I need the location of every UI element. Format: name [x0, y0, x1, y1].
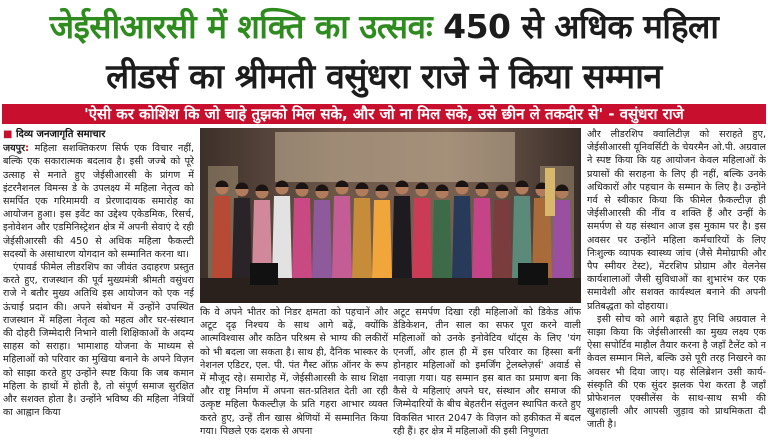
- person-body: [452, 196, 472, 278]
- person-body: [472, 198, 492, 278]
- person-body: [492, 200, 512, 278]
- article-paragraph: इसी सोच को आगे बढ़ाते हुए निधि अग्रवाल ने साझा किया कि जेईसीआरसी का मुख्य लक्ष्य एक ऐसा सपोर्टिव माहौल तैयार करना है जहाँ टैलेंट को न केवल सम्मान मिले, बल्कि उसे पूरी तरह निखरने का अवसर भी दिया जाए। यह सेलिब्रेशन उसी कार्य-संस्कृति की एक सुंदर झलक पेश करता है जहाँ प्रोफेशनल एक्सीलेंस के साथ-साथ सभी की खुशहाली और आपसी जुड़ाव को प्राथमिकता दी जाती है।: [587, 313, 766, 431]
- group-photo-image: [200, 128, 581, 303]
- person-body: [352, 198, 372, 278]
- article-paragraph: [3, 142, 194, 261]
- person-body: [292, 198, 312, 278]
- headline-rest: 450 से अधिक महिला: [443, 7, 719, 46]
- headline-line-2: लीडर्स का श्रीमती वसुंधरा राजे ने किया सम्मान: [106, 57, 662, 97]
- person-body: [432, 200, 452, 278]
- person-body: [372, 200, 392, 278]
- person-body: [312, 200, 332, 278]
- person-body: [412, 198, 432, 278]
- article-column-4: [587, 128, 766, 444]
- byline: [3, 128, 194, 141]
- quote-banner: 'ऐसी कर कोशिश कि जो चाहे तुझको मिल सके, और जो ना मिल सके, उसे छीन ले तकदीर से' - वसुंधरा राजे: [2, 104, 766, 124]
- article-column-2: [200, 306, 388, 444]
- speaker-right: [518, 263, 548, 285]
- dateline-city: जयपुर: [3, 143, 26, 155]
- paragraph-text: महिला सशक्तिकरण सिर्फ एक विचार नहीं, बल्कि एक सकारात्मक बदलाव है। इसी जज्बे को पूरे उत्साह से मनाते हुए जेईसीआरसी के प्रांगण में इंटरनैशनल विमन्स डे के उपलक्ष्य में महिला नेतृत्व को समर्पित एक गरिमामयी व प्रेरणादायक समारोह का आयोजन हुआ। इस इवेंट का उद्देश्य एकेडमिक, रिसर्च, इनोवेशन और एडमिनिस्ट्रेशन क्षेत्र में अपनी सेवाएं दे रही जेईसीआरसी की 450 से अधिक महिला फैकल्टी सदस्यों के असाधारण योगदान को सम्मानित करना था।: [3, 143, 194, 260]
- person-body: [212, 196, 232, 278]
- person-body: [392, 196, 412, 278]
- headline-line-1: [0, 2, 768, 52]
- article-column-1: [3, 128, 194, 444]
- article-paragraph: और लीडरशिप क्वालिटीज़ को सराहते हुए, जेईसीआरसी यूनिवर्सिटी के चेयरमैन ओ.पी. अग्रवाल ने स्पष्ट किया कि यह आयोजन केवल महिलाओं के प्रयासों की सराहना के लिए ही नहीं, बल्कि उनके अधिकारों और पहचान के सम्मान के लिए है। उन्होंने गर्व से स्वीकार किया कि फीमेल फ़ैकल्टीज़ ही जेईसीआरसी की नींव व शक्ति हैं और उन्हीं के समर्पण से यह संस्थान आज इस मुकाम पर है। इस अवसर पर उन्होंने महिला कर्मचारियों के लिए निःशुल्क व्यापक स्वास्थ्य जांच (जैसे मैमोग्राफी और पैप स्मीयर टेस्ट), मेंटरशिप प्रोग्राम और वेलनेस कार्यशालाओं जैसी सुविधाओं का शुभारंभ कर एक समावेशी और सशक्त कार्यस्थल बनाने की अपनी प्रतिबद्धता को दोहराया।: [587, 129, 766, 312]
- article-paragraph: अटूट समर्पण दिखा रही महिलाओं को डिकेड ऑफ डेडिकेशन, तीन साल का सफर पूरा करने वाली महिलाओं को उनके इनोवेटिव थॉट्स के लिए 'यंग एनर्जी, और हाल ही में इस परिवार का हिस्सा बनीं होनहार महिलाओं को इमर्जिंग ट्रेलब्लेज़र्स' अवार्ड से नवाज़ा गया। यह सम्मान इस बात का प्रमाण बना कि कैसे ये महिलाएं अपने घर, संस्थान और समाज की जिम्मेदारियों के बीच बेहतरीन संतुलन स्थापित करते हुए विकसित भारत 2047 के विज़न को हकीकत में बदल रही हैं। हर क्षेत्र में महिलाओं की इसी निपुणता: [393, 307, 581, 437]
- article-paragraph: एंपावर्ड फीमेल लीडरशिप का जीवंत उदाहरण प्रस्तुत करते हुए, राजस्थान की पूर्व मुख्यमंत्री श्रीमती वसुंधरा राजे ने बतौर मुख्य अतिथि इस आयोजन को एक नई ऊंचाई प्रदान की। अपने संबोधन में उन्होंने उपस्थित राजस्थान में महिला नेतृत्व को महत्व और घर-संस्थान की दोहरी जिम्मेदारी निभाने वाली शिक्षिकाओं के अदम्य साहस को सराहा। भामाशाह योजना के माध्यम से महिलाओं को परिवार का मुखिया बनाने के अपने विज़न को साझा करते हुए उन्होंने स्पष्ट किया कि जब कमान महिला के हाथों में होती है, तो संपूर्ण समाज सुरक्षित और सशक्त होता है। उन्होंने भविष्य की महिला नेत्रियों का आह्वान किया: [3, 262, 194, 419]
- byline-text: दिव्य जनजागृति समाचार: [15, 129, 106, 140]
- article-column-3: [393, 306, 581, 444]
- person-body: [232, 198, 252, 278]
- dateline-separator: :: [25, 143, 35, 155]
- speaker-left: [250, 263, 278, 285]
- byline-bullet-icon: ■: [3, 129, 16, 140]
- person-body: [332, 196, 352, 278]
- shelf-decor: [545, 168, 555, 216]
- article-paragraph: कि वे अपने भीतर को निडर क्षमता को पहचानें और अटूट दृढ़ निश्चय के साथ आगे बढ़ें, क्योंकि आत्मविश्वास और कठिन परिश्रम से भाग्य की लकीरों को भी बदला जा सकता है। साथ ही, दैनिक भास्कर के नेशनल एडिटर, एल. पी. पंत गैस्ट ऑफ़ ऑनर के रूप में मौजूद रहे। समारोह में, जेईसीआरसी के साथ शिक्षा और राष्ट्र निर्माण में अपना सत-प्रतिशत देती आ रही उत्कृष्ट महिला फैकल्टीज़ के प्रति गहरा आभार व्यक्त करते हुए, उन्हें तीन खास श्रेणियों में सम्मानित किया गया। पिछले एक दशक से अपना: [200, 307, 388, 437]
- headline-highlight: जेईसीआरसी में शक्ति का उत्सवः: [49, 7, 433, 46]
- stage-screen: [275, 132, 515, 182]
- event-photo: [200, 128, 581, 303]
